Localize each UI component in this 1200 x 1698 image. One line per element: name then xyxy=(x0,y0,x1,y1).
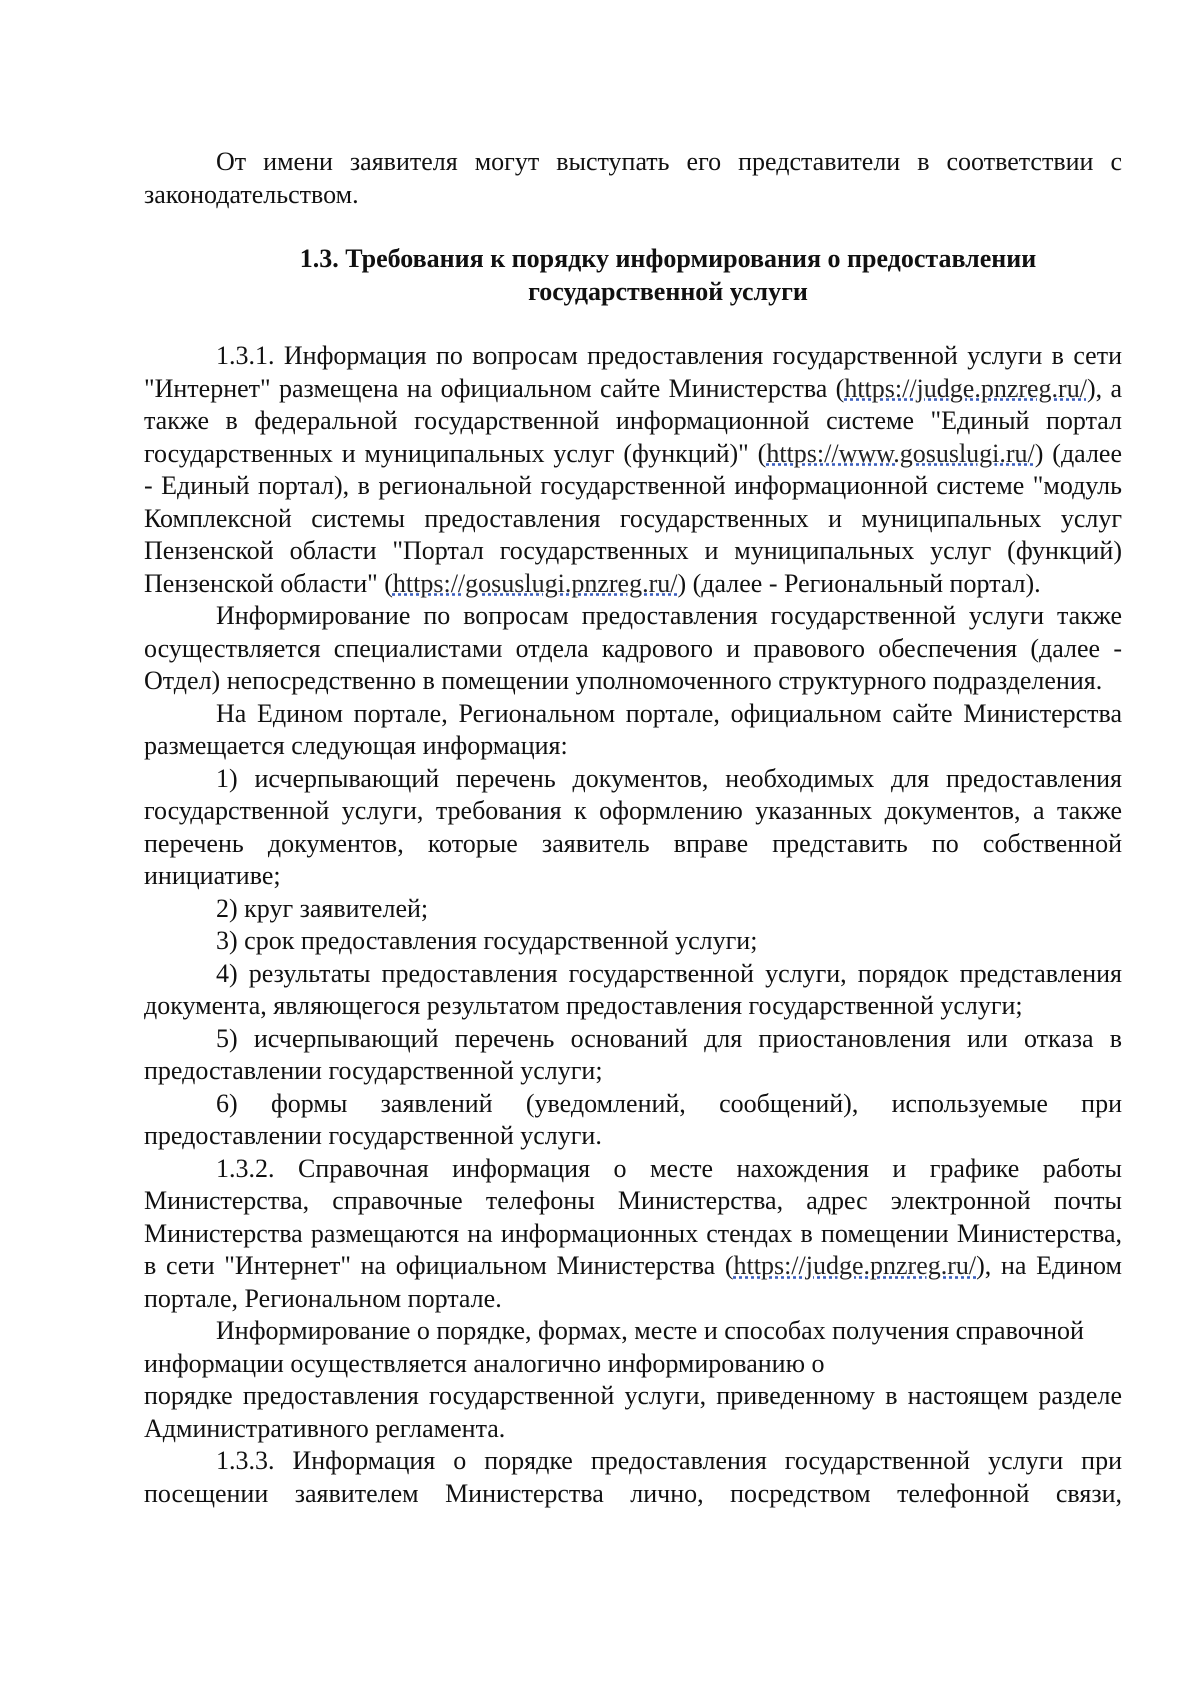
list-item-4: 4) результаты предоставления государственной услуги, порядок представления документа, являющегося результатом предоставления государственной услуги; xyxy=(144,958,1122,1020)
paragraph-text: 1.3.1. Информация по вопросам предоставления государственной услуги в сети "Интернет" размещена на официальном сайте Министерства ( xyxy=(144,341,1122,403)
link-gosuslugi-pnzreg[interactable]: https://gosuslugi.pnzreg.ru/ xyxy=(392,568,678,598)
paragraph-informing-specialists: Информирование по вопросам предоставления государственной услуги также осуществляется специалистами отдела кадрового и правового обеспечения (далее - Отдел) непосредственно в помещении уполномоченного структурного подразделения. xyxy=(144,601,1122,695)
paragraph-text: ) (далее - Единый портал), в региональной государственной информационной системе "модуль Комплексной системы предоставления государственных и муниципальных услуг Пензенской области "Портал государственных и муниципальных услуг (функций) Пензенской области" ( xyxy=(144,438,1123,598)
paragraph-placed-info: На Едином портале, Региональном портале, официальном сайте Министерства размещается следующая информация: xyxy=(144,698,1122,760)
paragraph-text: ), на Едином портале, Региональном портале. xyxy=(144,1251,1122,1313)
paragraph-text: ), а также в федеральной государственной информационной системе "Единый портал государственных и муниципальных услуг (функций)" ( xyxy=(144,373,1122,468)
list-item-1: 1) исчерпывающий перечень документов, необходимых для предоставления государственной услуги, требования к оформлению указанных документов, а также перечень документов, которые заявитель вправе представить по собственной инициативе; xyxy=(144,763,1122,890)
paragraph-text: ) (далее - Региональный портал). xyxy=(677,568,1041,598)
list-item-6: 6) формы заявлений (уведомлений, сообщений), используемые при предоставлении государственной услуги. xyxy=(144,1088,1122,1150)
link-judge-pnzreg-2[interactable]: https://judge.pnzreg.ru/ xyxy=(733,1251,977,1280)
link-gosuslugi[interactable]: https://www.gosuslugi.ru/ xyxy=(766,438,1035,468)
paragraph-1-3-1 xyxy=(144,340,1122,600)
paragraph-1-3-2 xyxy=(144,1153,1122,1316)
list-item-2: 2) круг заявителей; xyxy=(216,893,429,923)
paragraph-reference-info-line2: порядке предоставления государственной услуги, приведенному в настоящем разделе Административного регламента. xyxy=(144,1381,1122,1443)
section-heading: 1.3. Требования к порядку информирования о предоставлении государственной услуги xyxy=(299,244,1037,306)
link-judge-pnzreg[interactable]: https://judge.pnzreg.ru/ xyxy=(844,373,1087,403)
paragraph-reference-info-line1: Информирование о порядке, формах, месте и способах получения справочной информации осуществляется аналогично информированию о xyxy=(144,1316,1084,1378)
paragraph-text: 1.3.2. Справочная информация о месте нахождения и графике работы Министерства, справочные телефоны Министерства, адрес электронной почты Министерства размещаются на информационных стендах в помещении Министерства, в сети "Интернет" на официальном Министерства ( xyxy=(144,1153,1122,1280)
intro-paragraph: От имени заявителя могут выступать его представители в соответствии с законодательством. xyxy=(144,147,1122,209)
document-page xyxy=(144,146,1122,1510)
paragraph-1-3-3: 1.3.3. Информация о порядке предоставления государственной услуги при посещении заявителем Министерства лично, посредством телефонной связи, xyxy=(144,1446,1122,1508)
list-item-5: 5) исчерпывающий перечень оснований для приостановления или отказа в предоставлении государственной услуги; xyxy=(144,1023,1122,1085)
list-item-3: 3) срок предоставления государственной услуги; xyxy=(216,926,758,955)
